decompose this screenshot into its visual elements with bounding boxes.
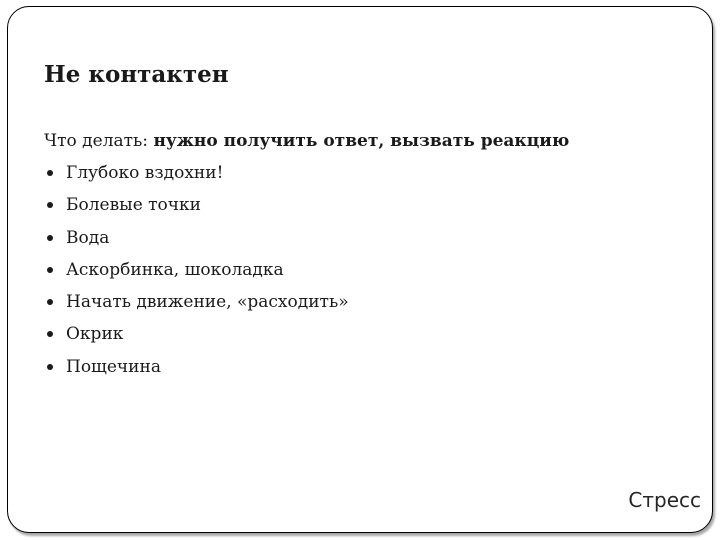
bullet-item (44, 321, 349, 353)
bullet-item (44, 225, 349, 257)
slide-title: Не контактен (44, 61, 229, 88)
intro-emphasis: нужно получить ответ, вызвать реакцию (153, 131, 570, 151)
bullet-item (44, 354, 349, 386)
bullet-dot-icon (47, 331, 53, 337)
bullet-dot-icon (47, 267, 53, 273)
bullet-text: Пощечина (66, 356, 161, 377)
bullet-text: Болевые точки (66, 195, 201, 216)
bullet-dot-icon (47, 364, 53, 370)
bullet-text: Аскорбинка, шоколадка (66, 259, 284, 280)
bullet-dot-icon (47, 170, 53, 176)
bullet-text: Окрик (66, 324, 124, 345)
bullet-dot-icon (47, 235, 53, 241)
bullet-item (44, 289, 349, 321)
bullet-dot-icon (47, 299, 53, 305)
bullet-text: Начать движение, «расходить» (66, 292, 349, 313)
bullet-text: Вода (66, 227, 110, 248)
intro-prefix: Что делать: (44, 131, 154, 151)
bullet-item (44, 160, 349, 192)
bullet-item (44, 257, 349, 289)
slide-footer: Стресс (628, 488, 701, 512)
bullet-dot-icon (47, 202, 53, 208)
bullet-text: Глубоко вздохни! (66, 163, 224, 183)
intro-line (44, 128, 569, 154)
bullet-list (44, 160, 349, 386)
bullet-item (44, 192, 349, 224)
